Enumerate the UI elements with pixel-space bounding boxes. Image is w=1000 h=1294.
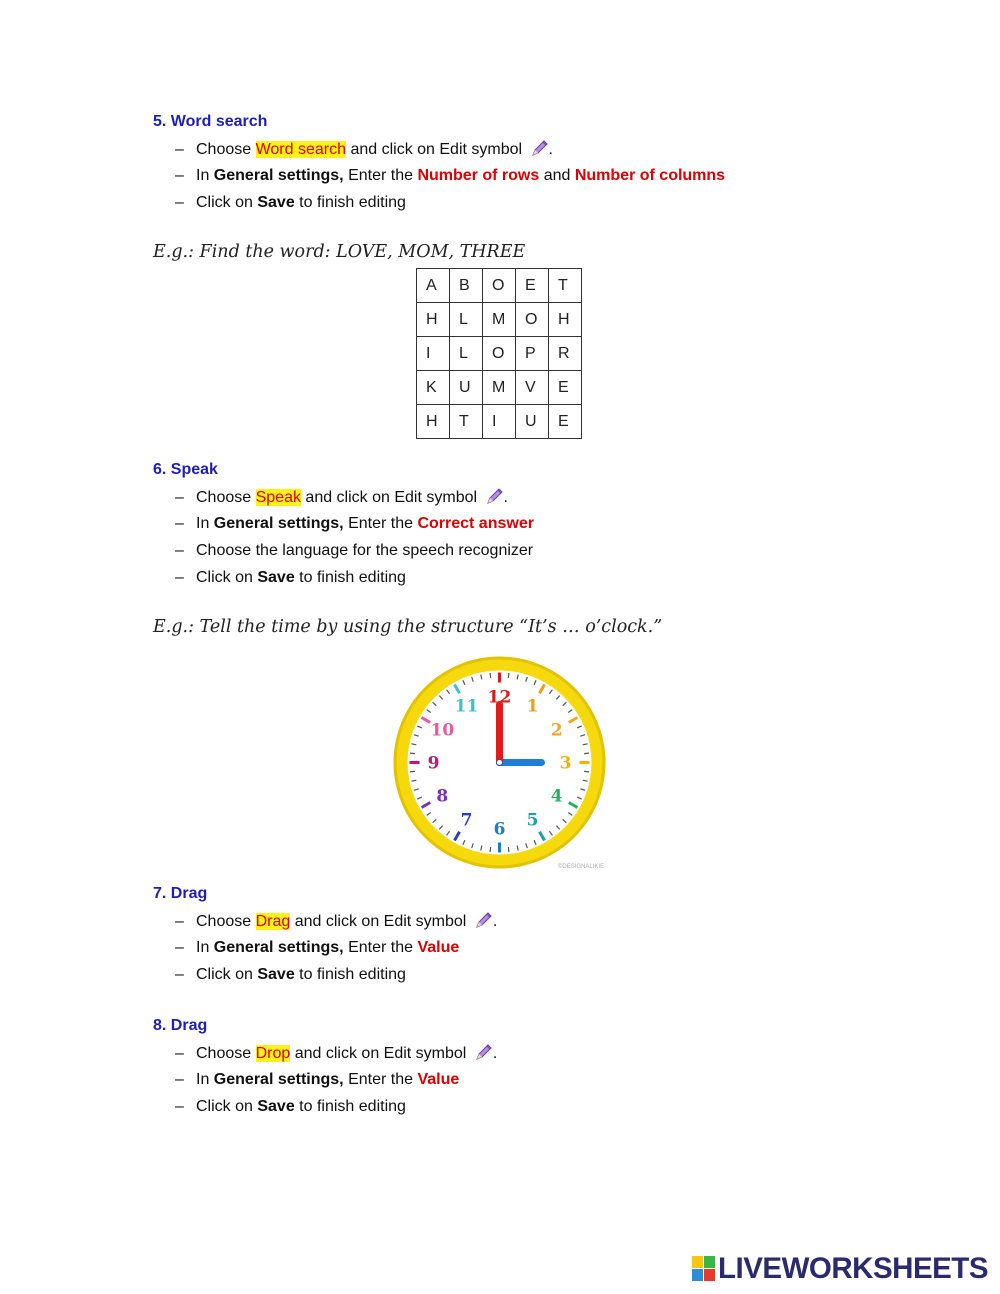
grid-cell: U: [450, 371, 483, 405]
clock-number: 11: [454, 696, 479, 717]
clock-tick: [584, 771, 589, 772]
grid-cell: O: [483, 269, 516, 303]
grid-cell: I: [417, 337, 450, 371]
text: Click on: [196, 1098, 258, 1115]
text: Enter the: [343, 1071, 418, 1088]
section-5-bullet-2: [175, 166, 725, 186]
clock-number: 3: [559, 753, 572, 774]
clock-tick: [508, 673, 509, 678]
clock-tick: [410, 771, 415, 772]
dash: –: [175, 1045, 184, 1062]
pencil-icon: [475, 911, 493, 929]
section-7-bullet-3: [175, 965, 406, 985]
section-7-bullet-1: [175, 911, 497, 932]
dash: –: [175, 939, 184, 956]
bold-term: General settings,: [213, 167, 344, 184]
section-5-heading: 5. Word search: [153, 113, 268, 130]
grid-cell: O: [483, 337, 516, 371]
clock-credit: ©DESIGNALIKIE: [558, 864, 605, 870]
section-6-bullet-1: [175, 487, 508, 508]
text: to finish editing: [294, 569, 406, 586]
red-term: Value: [417, 1071, 460, 1088]
grid-cell: A: [417, 269, 450, 303]
text: Choose the language for the speech recognizer: [196, 542, 534, 559]
text: and click on Edit symbol: [300, 489, 482, 506]
text: Choose: [196, 489, 256, 506]
grid-cell: E: [549, 405, 582, 439]
clock-tick: [490, 673, 491, 678]
text: to finish editing: [294, 966, 406, 983]
pencil-icon: [531, 139, 549, 157]
text: Click on: [196, 569, 258, 586]
clock-tick: [584, 753, 589, 754]
red-term: Value: [417, 939, 460, 956]
grid-cell: E: [516, 269, 549, 303]
example-tell-time: E.g.: Tell the time by using the structure “It’s … o’clock.”: [153, 617, 663, 637]
grid-cell: H: [417, 303, 450, 337]
text: and click on Edit symbol: [290, 1045, 471, 1062]
clock-number: 6: [493, 819, 506, 840]
example-word-search: E.g.: Find the word: LOVE, MOM, THREE: [153, 242, 526, 262]
section-6-heading: 6. Speak: [153, 461, 218, 478]
grid-cell: T: [549, 269, 582, 303]
section-6-bullet-4: [175, 568, 406, 588]
grid-cell: V: [516, 371, 549, 405]
bold-term: General settings,: [213, 1071, 344, 1088]
section-7-bullet-2: [175, 938, 459, 958]
clock-number: 2: [550, 720, 563, 741]
bold-term: Save: [257, 1098, 295, 1115]
highlight-term: Drop: [255, 1045, 291, 1062]
bold-term: General settings,: [213, 515, 344, 532]
dash: –: [175, 194, 184, 211]
logo-blocks-icon: [692, 1256, 716, 1282]
highlight-term: Speak: [255, 489, 301, 506]
grid-row: [417, 405, 582, 439]
grid-cell: L: [450, 337, 483, 371]
highlight-term: Drag: [255, 913, 291, 930]
text: Enter the: [343, 515, 418, 532]
clock-center-pin: [497, 760, 503, 766]
bold-term: Save: [257, 966, 295, 983]
clock-tick: [508, 847, 509, 852]
grid-row: [417, 371, 582, 405]
dash: –: [175, 913, 184, 930]
section-8-heading: 8. Drag: [153, 1017, 208, 1034]
bold-term: General settings,: [213, 939, 344, 956]
text: Click on: [196, 966, 258, 983]
clock-number: 7: [460, 810, 473, 831]
grid-row: [417, 269, 582, 303]
dash: –: [175, 489, 184, 506]
text: .: [492, 913, 498, 930]
clock-tick: [410, 753, 415, 754]
grid-cell: K: [417, 371, 450, 405]
pencil-icon: [475, 1043, 493, 1061]
text: Choose: [196, 141, 256, 158]
red-term: Number of rows: [417, 167, 540, 184]
grid-cell: P: [516, 337, 549, 371]
bold-term: Save: [257, 194, 295, 211]
grid-cell: T: [450, 405, 483, 439]
clock-number: 4: [550, 786, 563, 807]
grid-cell: O: [516, 303, 549, 337]
section-8-bullet-2: [175, 1070, 459, 1090]
clock-number: 12: [487, 687, 512, 708]
text: .: [503, 489, 508, 506]
text: Click on: [196, 194, 258, 211]
dash: –: [175, 167, 184, 184]
pencil-icon: [486, 487, 504, 505]
red-term: Correct answer: [417, 515, 534, 532]
clock-number: 5: [526, 810, 539, 831]
dash: –: [175, 1098, 184, 1115]
grid-cell: M: [483, 371, 516, 405]
dash: –: [175, 569, 184, 586]
grid-cell: U: [516, 405, 549, 439]
bold-term: Save: [257, 569, 295, 586]
grid-cell: H: [549, 303, 582, 337]
dash: –: [175, 1071, 184, 1088]
text: In: [196, 515, 214, 532]
grid-cell: M: [483, 303, 516, 337]
grid-row: [417, 303, 582, 337]
section-8-bullet-1: [175, 1043, 497, 1064]
grid-cell: I: [483, 405, 516, 439]
text: In: [196, 1071, 214, 1088]
text: In: [196, 939, 214, 956]
text: and: [539, 167, 575, 184]
section-5-bullet-3: [175, 193, 406, 213]
text: Enter the: [343, 939, 418, 956]
text: and click on Edit symbol: [346, 141, 527, 158]
red-term: Number of columns: [574, 167, 726, 184]
text: .: [548, 141, 553, 158]
clock-number: 10: [430, 720, 455, 741]
grid-cell: H: [417, 405, 450, 439]
text: .: [492, 1045, 498, 1062]
grid-cell: E: [549, 371, 582, 405]
clock-number: 8: [436, 786, 449, 807]
logo-text: LIVEWORKSHEETS: [718, 1252, 988, 1285]
clock-number: 1: [526, 696, 539, 717]
clock-number: 9: [427, 753, 440, 774]
grid-cell: L: [450, 303, 483, 337]
text: Choose: [196, 913, 256, 930]
highlight-term: Word search: [255, 141, 346, 158]
word-search-grid: [416, 268, 582, 439]
dash: –: [175, 966, 184, 983]
text: to finish editing: [294, 1098, 406, 1115]
text: In: [196, 167, 214, 184]
clock-tick: [490, 847, 491, 852]
text: Choose: [196, 1045, 256, 1062]
section-7-heading: 7. Drag: [153, 885, 208, 902]
text: and click on Edit symbol: [290, 913, 471, 930]
section-8-bullet-3: [175, 1097, 406, 1117]
grid-cell: R: [549, 337, 582, 371]
grid-row: [417, 337, 582, 371]
liveworksheets-logo: [692, 1254, 988, 1284]
section-6-bullet-2: [175, 514, 534, 534]
text: to finish editing: [294, 194, 406, 211]
dash: –: [175, 515, 184, 532]
dash: –: [175, 542, 184, 559]
section-5-bullet-1: [175, 139, 553, 160]
dash: –: [175, 141, 184, 158]
grid-cell: B: [450, 269, 483, 303]
text: Enter the: [343, 167, 418, 184]
clock-image: [392, 655, 607, 870]
section-6-bullet-3: [175, 541, 533, 561]
